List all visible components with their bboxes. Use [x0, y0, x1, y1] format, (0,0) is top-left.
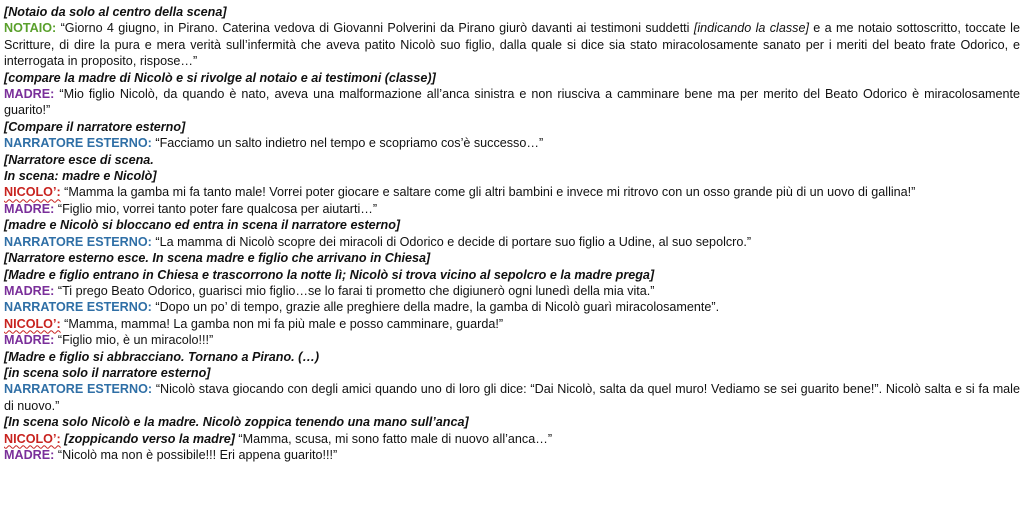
stage-direction: [4, 414, 1020, 430]
dialogue-line: [4, 316, 1020, 332]
speaker-label: MADRE:: [4, 87, 55, 102]
dialogue-text: “Mamma, scusa, mi sono fatto male di nuovo all’anca…”: [234, 431, 553, 446]
speaker-label: NICOLO’:: [4, 185, 61, 200]
stage-direction-text: [Narratore esce di scena.: [4, 152, 154, 167]
dialogue-text: “Facciamo un salto indietro nel tempo e scopriamo cos’è successo…”: [151, 136, 544, 151]
stage-direction: [4, 119, 1020, 135]
stage-direction-text: [Madre e figlio entrano in Chiesa e trascorrono la notte lì; Nicolò si trova vicino al sepolcro e la madre prega]: [4, 267, 655, 282]
dialogue-text: “Nicolò ma non è possibile!!! Eri appena guarito!!!”: [54, 447, 338, 462]
stage-direction: [4, 217, 1020, 233]
speaker-label: NOTAIO:: [4, 21, 57, 36]
dialogue-text: “Figlio mio, è un miracolo!!!”: [54, 333, 214, 348]
dialogue-text: “Dopo un po’ di tempo, grazie alle preghiere della madre, la gamba di Nicolò guarì miracolosamente”.: [151, 300, 720, 315]
speaker-label: NICOLO’:: [4, 316, 61, 331]
stage-direction-text: [Madre e figlio si abbracciano. Tornano a Pirano. (…): [4, 349, 320, 364]
stage-direction-text: [Compare il narratore esterno]: [4, 119, 186, 134]
dialogue-line: [4, 201, 1020, 217]
dialogue-line: [4, 299, 1020, 315]
stage-direction: [4, 349, 1020, 365]
dialogue-text: “Giorno 4 giugno, in Pirano. Caterina vedova di Giovanni Polverini da Pirano giurò davanti ai testimoni suddetti: [56, 21, 694, 36]
dialogue-line: [4, 234, 1020, 250]
dialogue-text: “La mamma di Nicolò scopre dei miracoli di Odorico e decide di portare suo figlio a Udine, al suo sepolcro.”: [151, 234, 752, 249]
stage-direction-text: [In scena solo Nicolò e la madre. Nicolò zoppica tenendo una mano sull’anca]: [4, 415, 469, 430]
stage-direction: [4, 152, 1020, 168]
speaker-label: NARRATORE ESTERNO:: [4, 234, 152, 249]
dialogue-line: [4, 135, 1020, 151]
stage-direction: [4, 4, 1020, 20]
dialogue-line: [4, 20, 1020, 69]
speaker-label: NARRATORE ESTERNO:: [4, 136, 152, 151]
dialogue-text: e a me notaio sottoscritto, toccate le Scritture, di dire la pura e mera verità sull’infermità che aveva patito Nicolò suo figlio, dalla quale si dice sia stato miracolosamente sanato per i meriti del beato frate Odorico, e interrogata in proposito, rispose…”: [4, 21, 1020, 69]
dialogue-text: “Ti prego Beato Odorico, guarisci mio figlio…se lo farai ti prometto che digiunerò ogni lunedì della mia vita.”: [54, 283, 655, 298]
stage-direction-text: [in scena solo il narratore esterno]: [4, 365, 211, 380]
inline-direction: [indicando la classe]: [693, 21, 809, 36]
dialogue-text: “Figlio mio, vorrei tanto poter fare qualcosa per aiutarti…”: [54, 201, 378, 216]
dialogue-text: “Nicolò stava giocando con degli amici quando uno di loro gli dice: “Dai Nicolò, salta da quel muro! Vediamo se sei guarito bene!”. Nicolò salta e si fa male di nuovo.”: [4, 382, 1020, 413]
stage-direction-text: [Narratore esterno esce. In scena madre e figlio che arrivano in Chiesa]: [4, 251, 431, 266]
stage-direction-text: [madre e Nicolò si bloccano ed entra in scena il narratore esterno]: [4, 218, 401, 233]
speaker-label: MADRE:: [4, 333, 55, 348]
dialogue-line: [4, 283, 1020, 299]
dialogue-line: [4, 184, 1020, 200]
speaker-label: NARRATORE ESTERNO:: [4, 382, 153, 397]
stage-direction: [4, 267, 1020, 283]
speaker-label: NICOLO’:: [4, 431, 61, 446]
stage-direction: [4, 250, 1020, 266]
speaker-label: MADRE:: [4, 447, 55, 462]
stage-direction: [4, 365, 1020, 381]
stage-direction-text: [Notaio da solo al centro della scena]: [4, 5, 227, 19]
speaker-label: MADRE:: [4, 201, 55, 216]
dialogue-line: [4, 447, 1020, 463]
inline-direction: [zoppicando verso la madre]: [64, 431, 235, 446]
dialogue-text: “Mio figlio Nicolò, da quando è nato, aveva una malformazione all’anca sinistra e non riusciva a camminare bene ma per merito del Beato Odorico è miracolosamente guarito!”: [4, 87, 1020, 118]
stage-direction: [4, 70, 1020, 86]
dialogue-line: [4, 86, 1020, 119]
dialogue-line: [4, 381, 1020, 414]
stage-direction-text: [compare la madre di Nicolò e si rivolge al notaio e ai testimoni (classe)]: [4, 70, 436, 85]
speaker-label: MADRE:: [4, 283, 55, 298]
dialogue-text: “Mamma la gamba mi fa tanto male! Vorrei poter giocare e saltare come gli altri bambini e invece mi ritrovo con un osso grande più di un uovo di gallina!”: [60, 185, 916, 200]
dialogue-text: “Mamma, mamma! La gamba non mi fa più male e posso camminare, guarda!”: [60, 316, 504, 331]
dialogue-line: [4, 332, 1020, 348]
speaker-label: NARRATORE ESTERNO:: [4, 300, 152, 315]
dialogue-line: [4, 431, 1020, 447]
stage-direction: [4, 168, 1020, 184]
stage-direction-text: In scena: madre e Nicolò]: [4, 169, 157, 184]
